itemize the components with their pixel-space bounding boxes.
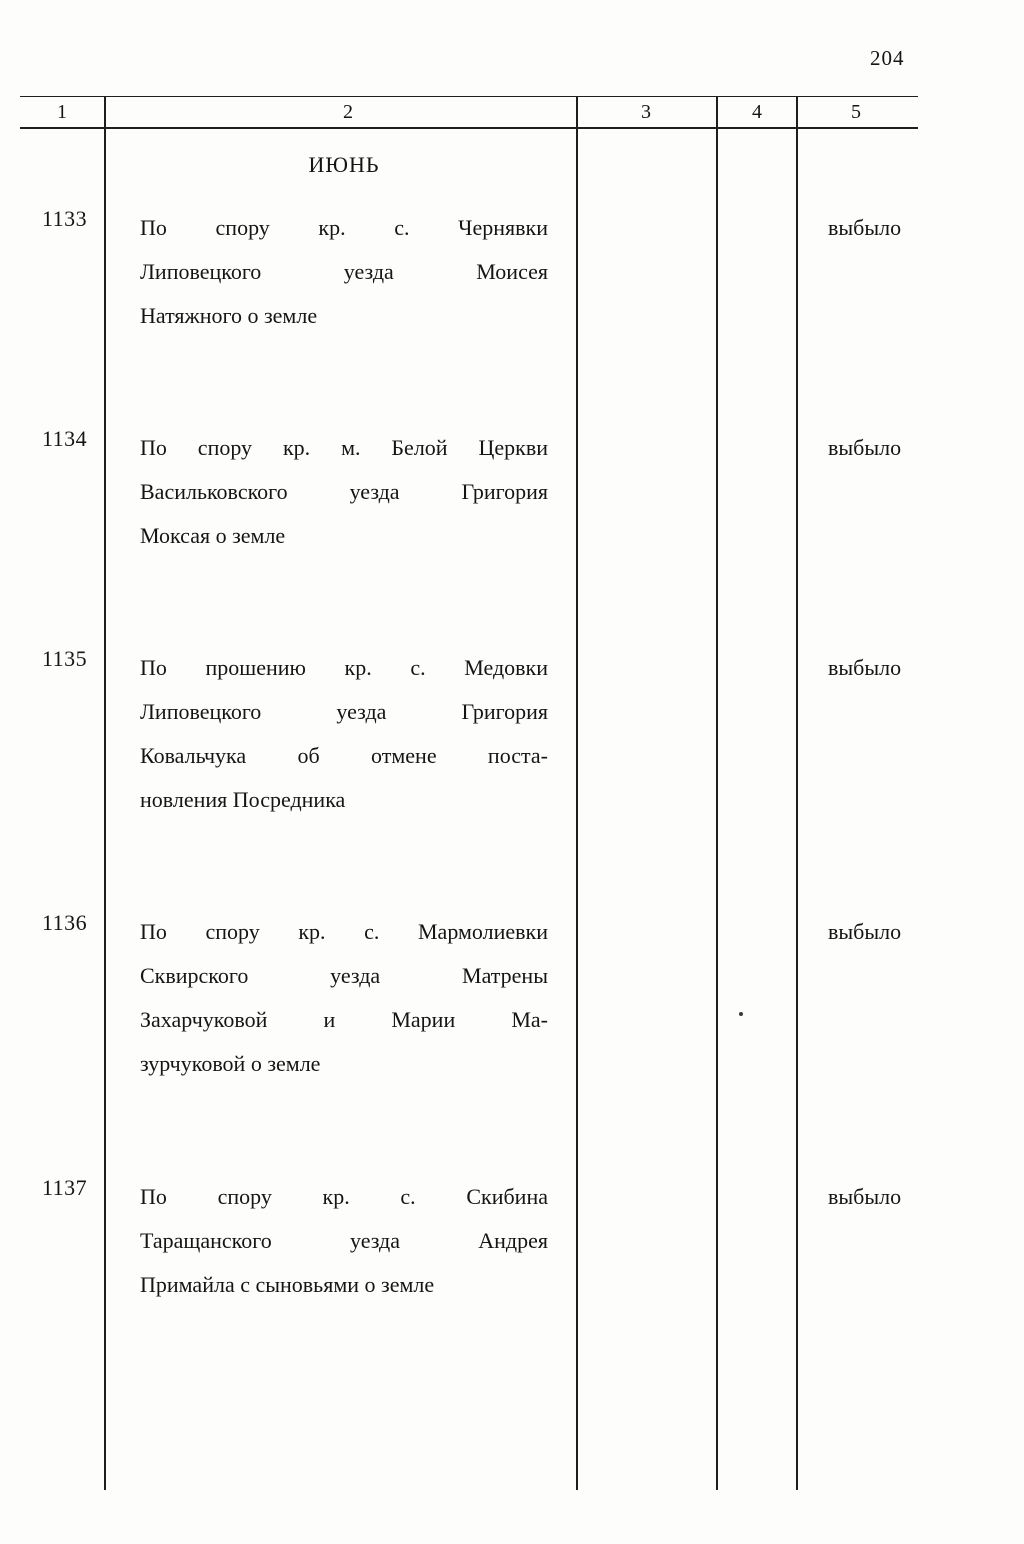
description-line: По спору кр. с. Чернявки [140, 215, 548, 240]
column-header-1: 1 [57, 101, 67, 123]
description-line: Васильковского уезда Григория [140, 479, 548, 504]
page-number: 204 [870, 46, 905, 70]
description-line: Ковальчука об отмене поста- [140, 743, 548, 768]
record-description [140, 1175, 548, 1307]
record-description [140, 646, 548, 822]
record-number: 1136 [42, 910, 88, 935]
description-line: По спору кр. м. Белой Церкви [140, 435, 548, 460]
status-value: выбыло [828, 1184, 902, 1209]
column-header-5: 5 [851, 101, 861, 123]
record-number: 1134 [42, 426, 88, 451]
description-line: Липовецкого уезда Григория [140, 699, 548, 724]
record-description [140, 910, 548, 1086]
header-bottom-rule [20, 127, 918, 129]
column-divider-1 [104, 96, 106, 1490]
description-line: Липовецкого уезда Моисея [140, 259, 548, 284]
column-divider-3 [716, 96, 718, 1490]
description-line: зурчуковой о земле [140, 1051, 321, 1076]
column-header-4: 4 [752, 101, 762, 123]
month-header: ИЮНЬ [308, 152, 380, 177]
ink-speck [739, 1012, 743, 1016]
description-line: новления Посредника [140, 787, 346, 812]
status-value: выбыло [828, 919, 902, 944]
description-line: По спору кр. с. Мармолиевки [140, 919, 548, 944]
description-line: Сквирского уезда Матрены [140, 963, 548, 988]
status-value: выбыло [828, 215, 902, 240]
column-divider-4 [796, 96, 798, 1490]
description-line: Моксая о земле [140, 523, 286, 548]
column-divider-2 [576, 96, 578, 1490]
record-number: 1135 [42, 646, 88, 671]
description-line: Натяжного о земле [140, 303, 318, 328]
record-number: 1133 [42, 206, 88, 231]
description-line: По спору кр. с. Скибина [140, 1184, 548, 1209]
column-header-3: 3 [641, 101, 651, 123]
status-value: выбыло [828, 435, 902, 460]
description-line: Таращанского уезда Андрея [140, 1228, 548, 1253]
record-description [140, 426, 548, 558]
table-top-rule [20, 96, 918, 97]
column-header-2: 2 [343, 101, 353, 123]
record-description [140, 206, 548, 338]
description-line: Захарчуковой и Марии Ма- [140, 1007, 548, 1032]
status-value: выбыло [828, 655, 902, 680]
record-number: 1137 [42, 1175, 88, 1200]
description-line: Примайла с сыновьями о земле [140, 1272, 435, 1297]
description-line: По прошению кр. с. Медовки [140, 655, 548, 680]
